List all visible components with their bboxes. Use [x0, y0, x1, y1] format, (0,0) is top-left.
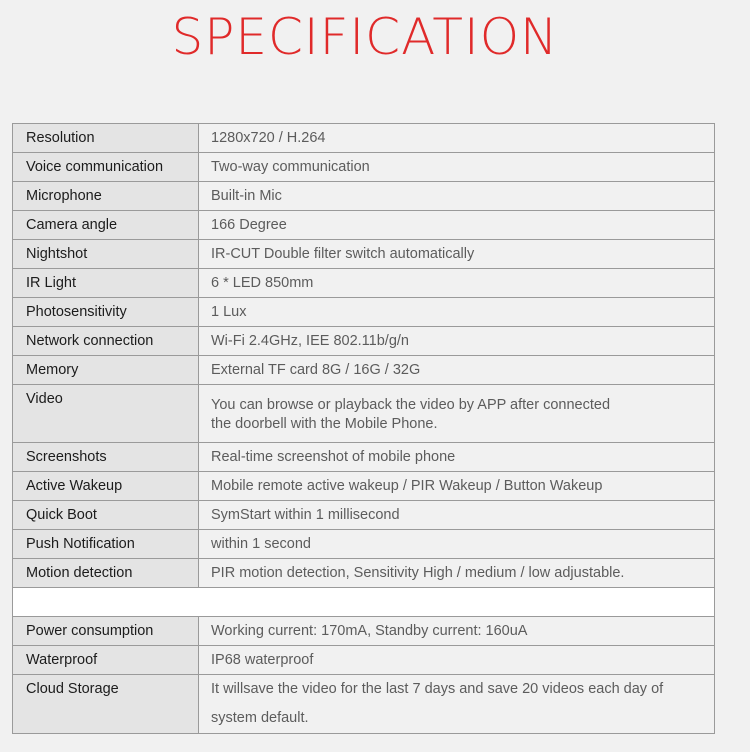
spec-value: IR-CUT Double filter switch automatically — [199, 240, 715, 269]
spec-value: Wi-Fi 2.4GHz, IEE 802.11b/g/n — [199, 327, 715, 356]
spec-value: 1 Lux — [199, 298, 715, 327]
spec-label: Voice communication — [13, 153, 199, 182]
spec-label: Waterproof — [13, 646, 199, 675]
spec-value — [199, 385, 715, 443]
spec-row-memory — [13, 356, 715, 385]
spec-label: Resolution — [13, 124, 199, 153]
spec-label: Camera angle — [13, 211, 199, 240]
spec-row-quick-boot — [13, 501, 715, 530]
spec-row-camera-angle — [13, 211, 715, 240]
spec-row-active-wakeup — [13, 472, 715, 501]
spec-label: Push Notification — [13, 530, 199, 559]
spec-row-motion-detection — [13, 559, 715, 588]
spec-label: Nightshot — [13, 240, 199, 269]
spec-value: IP68 waterproof — [199, 646, 715, 675]
spec-row-network-connection — [13, 327, 715, 356]
spec-row-resolution — [13, 124, 715, 153]
spec-value: Real-time screenshot of mobile phone — [199, 443, 715, 472]
spec-row-cloud-storage — [13, 675, 715, 734]
spec-value: External TF card 8G / 16G / 32G — [199, 356, 715, 385]
spec-value: Working current: 170mA, Standby current: 160uA — [199, 617, 715, 646]
spec-value: Built-in Mic — [199, 182, 715, 211]
spec-label: Cloud Storage — [13, 675, 199, 734]
spec-value: Two-way communication — [199, 153, 715, 182]
spec-value-line-2: system default. — [211, 710, 309, 726]
spec-value-line-1: You can browse or playback the video by APP after connected — [211, 397, 611, 413]
spec-row-power-consumption — [13, 617, 715, 646]
spec-value: within 1 second — [199, 530, 715, 559]
spec-row-photosensitivity — [13, 298, 715, 327]
spec-row-microphone — [13, 182, 715, 211]
spec-label: Network connection — [13, 327, 199, 356]
spec-label: Memory — [13, 356, 199, 385]
blank-cell — [13, 588, 715, 617]
spec-row-screenshots — [13, 443, 715, 472]
spec-value: Mobile remote active wakeup / PIR Wakeup / Button Wakeup — [199, 472, 715, 501]
spec-value-line-1: It willsave the video for the last 7 days and save 20 videos each day of — [211, 681, 664, 697]
spec-value: SymStart within 1 millisecond — [199, 501, 715, 530]
spec-row-voice-communication — [13, 153, 715, 182]
spec-row-waterproof — [13, 646, 715, 675]
page-title: SPECIFICATION — [171, 8, 559, 66]
spec-row-blank — [13, 588, 715, 617]
spec-row-video — [13, 385, 715, 443]
spec-value — [199, 675, 715, 734]
specification-table — [12, 123, 715, 734]
spec-label: Motion detection — [13, 559, 199, 588]
spec-label: Quick Boot — [13, 501, 199, 530]
spec-value: PIR motion detection, Sensitivity High / medium / low adjustable. — [199, 559, 715, 588]
spec-label: Screenshots — [13, 443, 199, 472]
spec-label: Active Wakeup — [13, 472, 199, 501]
spec-label: Microphone — [13, 182, 199, 211]
spec-row-nightshot — [13, 240, 715, 269]
spec-label: IR Light — [13, 269, 199, 298]
spec-label: Power consumption — [13, 617, 199, 646]
spec-label: Video — [13, 385, 199, 443]
spec-row-push-notification — [13, 530, 715, 559]
spec-value: 166 Degree — [199, 211, 715, 240]
spec-value: 1280x720 / H.264 — [199, 124, 715, 153]
spec-label: Photosensitivity — [13, 298, 199, 327]
spec-value: 6 * LED 850mm — [199, 269, 715, 298]
spec-row-ir-light — [13, 269, 715, 298]
spec-value-line-2: the doorbell with the Mobile Phone. — [211, 416, 438, 432]
